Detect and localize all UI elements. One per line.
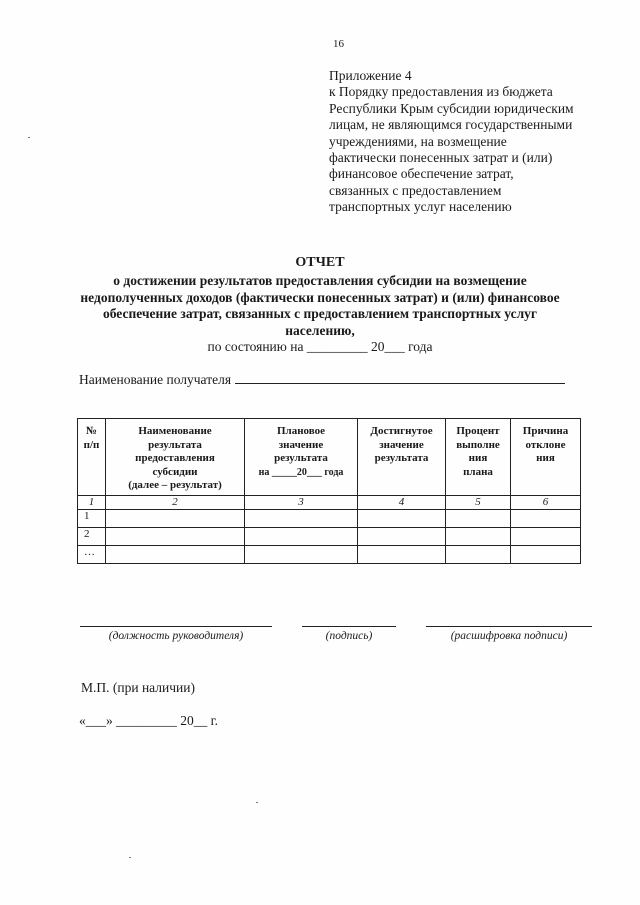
appendix-line: учреждениями, на возмещение	[329, 133, 507, 149]
row-number: …	[78, 546, 106, 564]
table-cell[interactable]	[511, 510, 581, 528]
table-row	[78, 546, 581, 564]
stamp-place: М.П. (при наличии)	[81, 680, 195, 695]
subtitle-line: о достижении результатов предоставления субсидии на возмещение	[113, 273, 527, 288]
header-achieved-value: Достигнутое значение результата	[358, 419, 446, 496]
appendix-line: Республики Крым субсидии юридическим	[329, 100, 574, 116]
table-row	[78, 528, 581, 546]
table-cell[interactable]	[358, 546, 446, 564]
report-table	[77, 418, 581, 564]
signature-caption: (подпись)	[325, 630, 373, 642]
header-planned-value: Плановое значение результата на _____20___ года	[245, 419, 358, 496]
recipient-field	[79, 371, 565, 388]
report-subtitle	[40, 273, 600, 339]
as-of-date: по состоянию на _________ 20___ года	[207, 339, 433, 354]
header-number: № п/п	[78, 419, 106, 496]
decoding-caption: (расшифровка подписи)	[450, 630, 568, 642]
table-cell[interactable]	[446, 546, 511, 564]
signing-date: «___» _________ 20__ г.	[79, 713, 219, 728]
column-number: 5	[446, 495, 511, 510]
appendix-line: транспортных услуг населению	[329, 199, 512, 215]
table-cell[interactable]	[511, 546, 581, 564]
column-number: 4	[358, 495, 446, 510]
appendix-line: Приложение 4	[329, 68, 412, 83]
header-reason: Причина отклоне ния	[511, 419, 581, 496]
subtitle-line: обеспечение затрат, связанных с предоставлением транспортных услуг	[102, 306, 538, 322]
header-percent: Процент выполне ния плана	[446, 419, 511, 496]
table-cell[interactable]	[511, 528, 581, 546]
decoding-signature-line[interactable]	[426, 626, 592, 628]
table-cell[interactable]	[358, 510, 446, 528]
table-cell[interactable]	[245, 528, 358, 546]
subtitle-line: населению,	[285, 322, 355, 338]
table-cell[interactable]	[446, 528, 511, 546]
row-number: 2	[78, 528, 106, 546]
header-result-name: Наименование результата предоставления субсидии (далее – результат)	[106, 419, 245, 496]
column-number: 6	[511, 495, 581, 510]
subtitle-line: недополученных доходов (фактически понесенных затрат) и (или) финансовое	[80, 289, 560, 305]
scan-speck	[129, 857, 131, 858]
table-cell[interactable]	[358, 528, 446, 546]
table-cell[interactable]	[446, 510, 511, 528]
table-cell[interactable]	[245, 510, 358, 528]
column-number: 2	[106, 495, 245, 510]
table-row	[78, 510, 581, 528]
signature-line[interactable]	[302, 626, 396, 628]
table-header-row	[78, 419, 581, 496]
appendix-line: финансовое обеспечение затрат,	[329, 166, 514, 182]
position-caption: (должность руководителя)	[108, 630, 244, 642]
column-number-row	[78, 495, 581, 510]
appendix-line: к Порядку предоставления из бюджета	[329, 84, 553, 100]
appendix-line: связанных с предоставлением	[329, 182, 502, 198]
scan-speck	[256, 802, 258, 803]
table-cell[interactable]	[106, 510, 245, 528]
table-cell[interactable]	[106, 546, 245, 564]
position-signature-line[interactable]	[80, 626, 272, 628]
scan-speck	[28, 137, 30, 138]
table-cell[interactable]	[245, 546, 358, 564]
appendix-line: фактически понесенных затрат и (или)	[329, 150, 553, 166]
appendix-line: лицам, не являющимся государственными	[329, 117, 573, 133]
report-title: ОТЧЕТ	[295, 255, 345, 270]
page-number: 16	[333, 38, 344, 50]
recipient-blank-line[interactable]	[235, 371, 565, 384]
recipient-label: Наименование получателя	[79, 372, 232, 387]
column-number: 1	[78, 495, 106, 510]
column-number: 3	[245, 495, 358, 510]
row-number: 1	[78, 510, 106, 528]
appendix-header	[329, 68, 609, 216]
table-cell[interactable]	[106, 528, 245, 546]
